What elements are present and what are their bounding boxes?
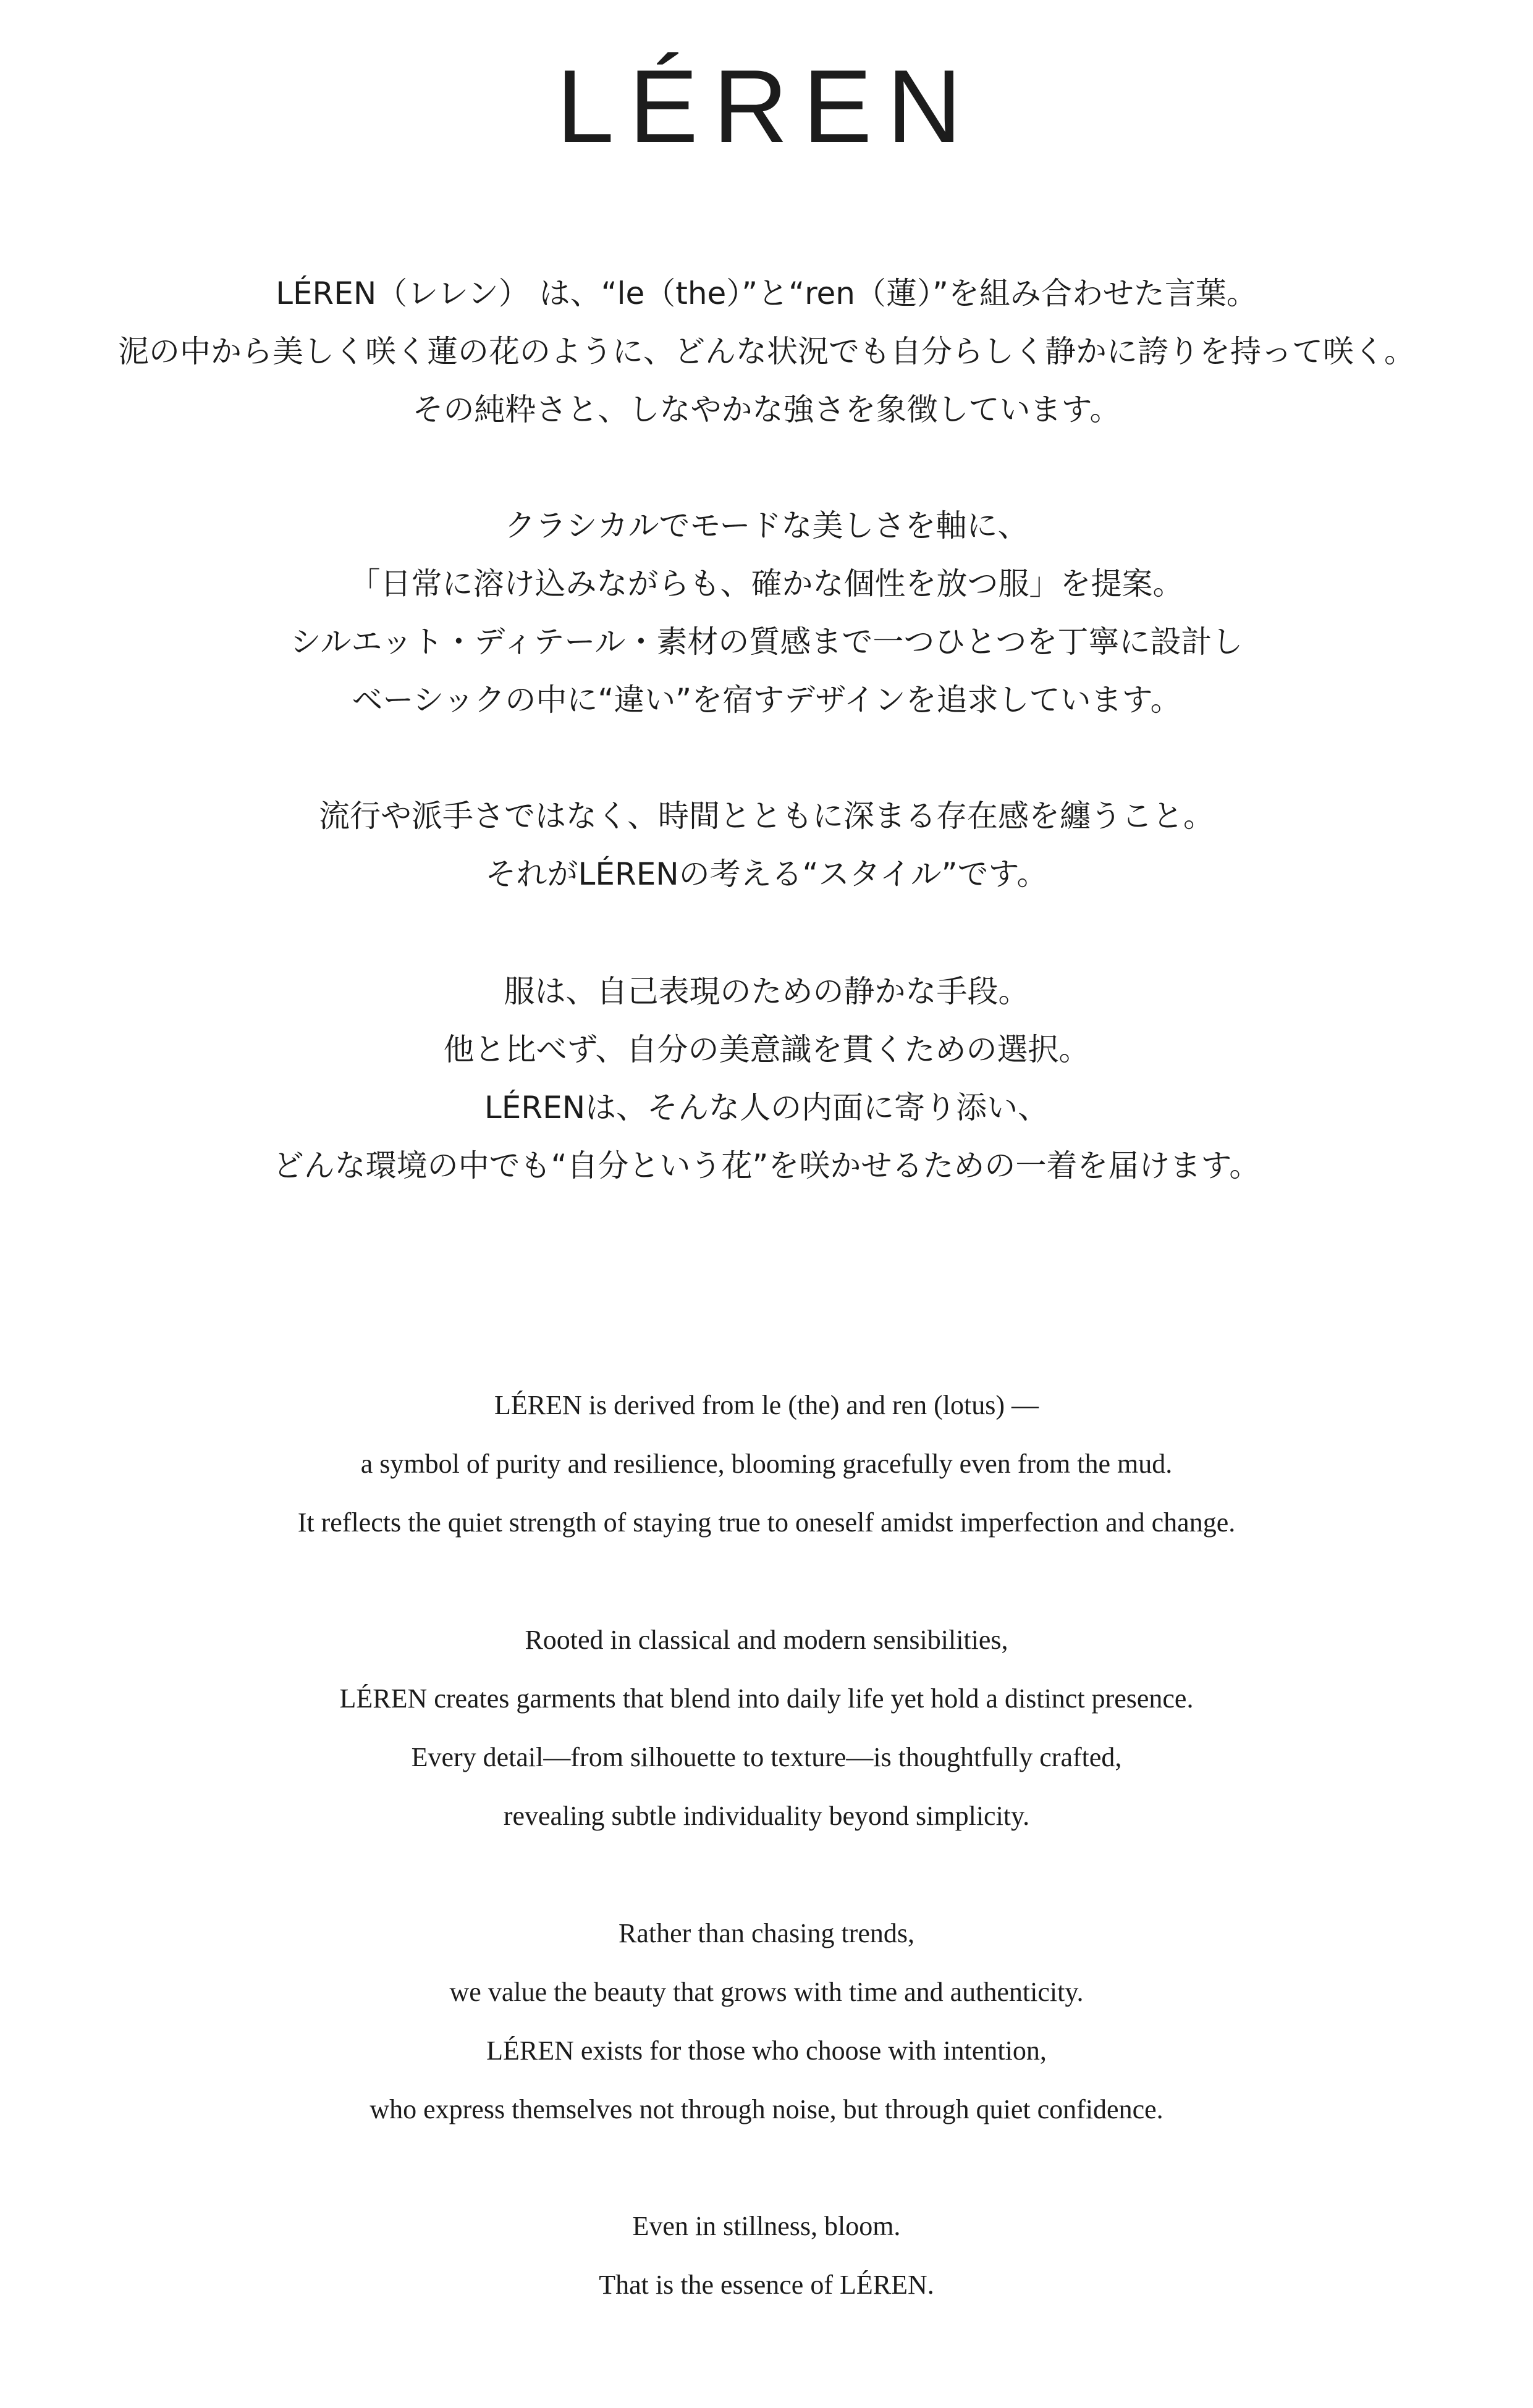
text-line: 泥の中から美しく咲く蓮の花のように、どんな状況でも自分らしく静かに誇りを持って咲く。 xyxy=(118,334,1415,369)
text-line: 服は、自己表現のための静かな手段。 xyxy=(504,974,1029,1009)
japanese-paragraph-3 xyxy=(0,787,1533,903)
text-line: それがLÉRENの考える“スタイル”です。 xyxy=(485,856,1048,892)
text-line: クラシカルでモードな美しさを軸に、 xyxy=(504,508,1029,544)
text-line: LÉREN exists for those who choose with intention, xyxy=(486,2035,1047,2066)
text-line: ベーシックの中に“違い”を宿すデザインを追求しています。 xyxy=(352,682,1181,718)
text-line: LÉRENは、そんな人の内面に寄り添い、 xyxy=(484,1090,1049,1126)
english-paragraph-3 xyxy=(0,1904,1533,2139)
text-line: a symbol of purity and resilience, blooming gracefully even from the mud. xyxy=(360,1449,1173,1479)
text-line: LÉREN（レレン） は、“le（the）”と“ren（蓮）”を組み合わせた言葉。 xyxy=(276,276,1257,311)
text-line: revealing subtle individuality beyond simplicity. xyxy=(503,1801,1030,1831)
brand-logo: LÉREN xyxy=(556,48,977,164)
text-line: Every detail—from silhouette to texture—is thoughtfully crafted, xyxy=(411,1742,1122,1772)
text-line: That is the essence of LÉREN. xyxy=(599,2270,934,2300)
text-line: その純粋さと、しなやかな強さを象徴しています。 xyxy=(412,392,1121,427)
text-line: LÉREN creates garments that blend into daily life yet hold a distinct presence. xyxy=(339,1683,1194,1714)
text-line: シルエット・ディテール・素材の質感まで一つひとつを丁寧に設計し xyxy=(290,624,1243,660)
text-line: who express themselves not through noise, but through quiet confidence. xyxy=(370,2094,1163,2124)
english-paragraph-4 xyxy=(0,2197,1533,2314)
text-line: It reflects the quiet strength of staying true to oneself amidst imperfection and change. xyxy=(297,1507,1236,1538)
text-line: Rooted in classical and modern sensibilities, xyxy=(525,1625,1008,1655)
text-line: 他と比べず、自分の美意識を貫くための選択。 xyxy=(443,1032,1090,1067)
text-line: LÉREN is derived from le (the) and ren (lotus) — xyxy=(494,1390,1039,1420)
text-line: Even in stillness, bloom. xyxy=(632,2211,901,2241)
japanese-paragraph-4 xyxy=(0,962,1533,1195)
english-paragraph-2 xyxy=(0,1610,1533,1845)
text-line: Rather than chasing trends, xyxy=(619,1918,914,1948)
english-paragraph-1 xyxy=(0,1376,1533,1552)
text-line: 流行や派手さではなく、時間とともに深まる存在感を纏うこと。 xyxy=(319,798,1214,834)
japanese-paragraph-1 xyxy=(0,264,1533,439)
text-line: we value the beauty that grows with time and authenticity. xyxy=(449,1977,1084,2007)
text-line: 「日常に溶け込みながらも、確かな個性を放つ服」を提案。 xyxy=(349,566,1184,602)
japanese-paragraph-2 xyxy=(0,497,1533,729)
text-line: どんな環境の中でも“自分という花”を咲かせるための一着を届けます。 xyxy=(272,1148,1261,1184)
